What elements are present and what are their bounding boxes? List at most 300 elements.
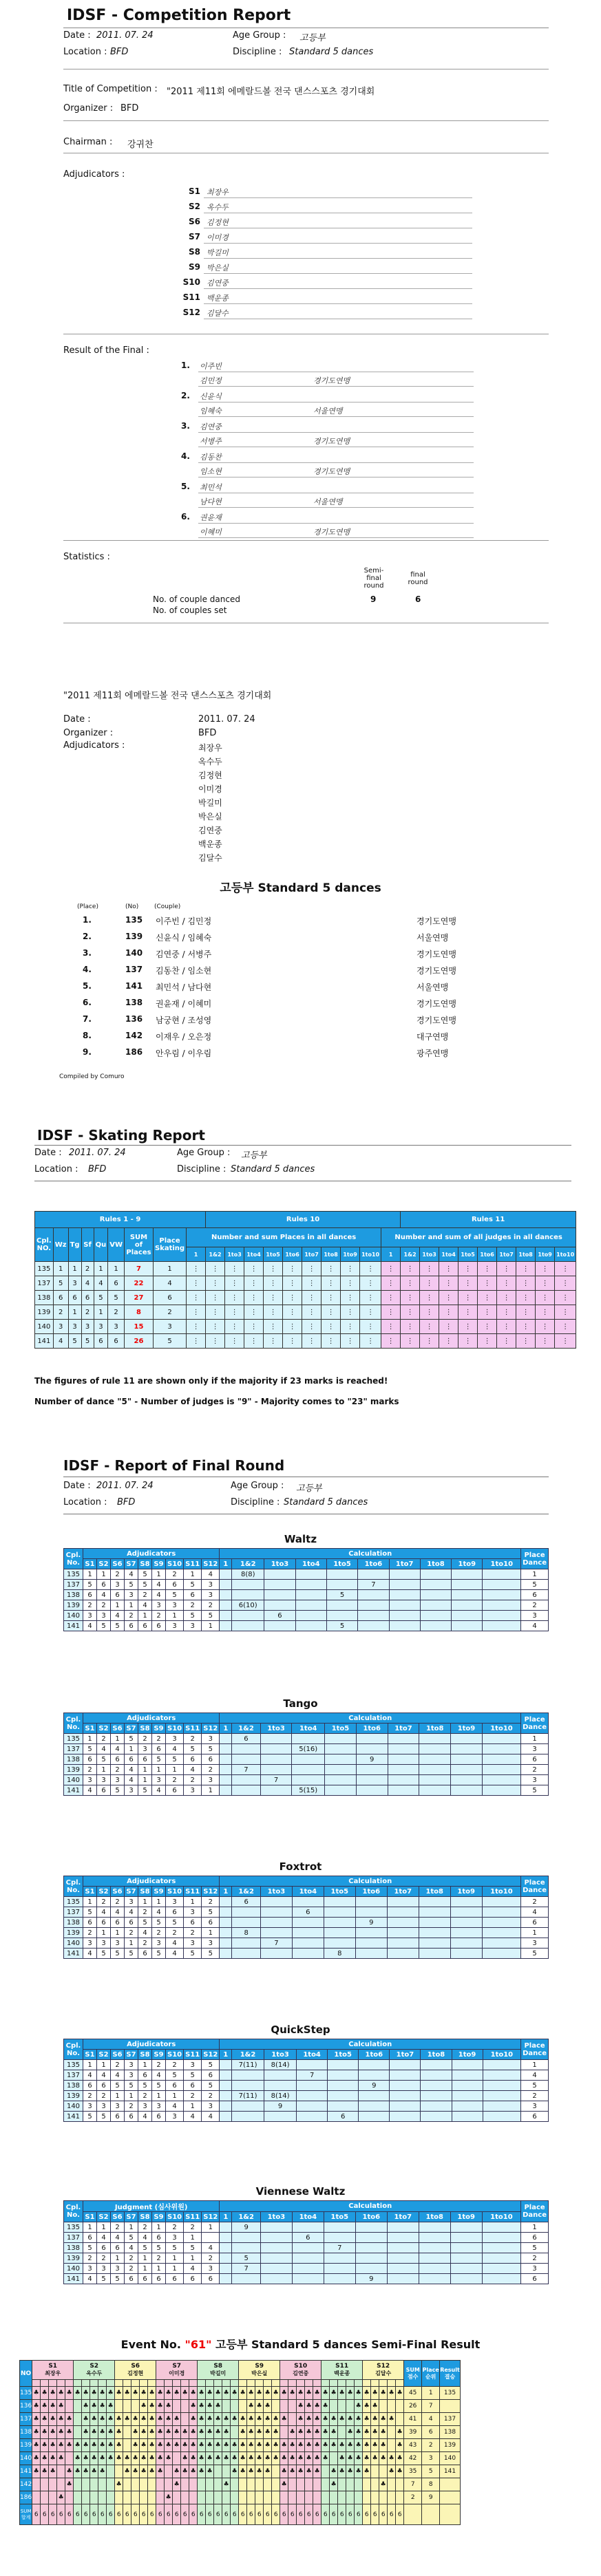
placing-number: 135	[125, 915, 143, 925]
place-dance: 5	[521, 2081, 549, 2091]
skating-sum: 27	[124, 1291, 153, 1305]
summary-adjudicator-name: 최장우	[198, 743, 222, 753]
calc-cell: 6	[292, 1907, 324, 1918]
sf-col-sum: 6	[396, 2504, 404, 2525]
judge-mark: 3	[97, 1611, 111, 1621]
sf-mark: ♣	[148, 2400, 156, 2413]
sf-sum-head: SUM 점수	[404, 2361, 422, 2387]
sf-col-sum: 6	[214, 2504, 222, 2525]
placing-couple: 이주빈 / 김민정	[156, 916, 212, 926]
sf-mark: ♣	[156, 2465, 165, 2478]
calc-cell	[390, 2060, 421, 2070]
calc-cell	[295, 1580, 326, 1590]
sf-mark	[297, 2491, 305, 2504]
skating-dance-place: 1	[53, 1262, 68, 1276]
semifinal-table	[19, 2360, 461, 2525]
sf-mark: ♣	[239, 2452, 247, 2465]
skating-dance-place: 5	[94, 1291, 108, 1305]
calc-cell: 9	[355, 2274, 387, 2284]
sf-mark: ♣	[222, 2478, 231, 2491]
calc-cell	[232, 1621, 264, 1631]
dance-table	[63, 1876, 549, 1959]
judge-mark: 4	[166, 1744, 184, 1754]
calc-cell	[356, 1734, 388, 1744]
couple-no: 139	[64, 2253, 83, 2264]
rule11-cell: ⋮	[478, 1334, 497, 1349]
rule11-cell: ⋮	[420, 1305, 439, 1320]
sf-mark: ♣	[115, 2426, 123, 2439]
judge-mark: 3	[184, 1785, 202, 1796]
sf-mark: ♣	[41, 2413, 49, 2426]
sf-no-head: NO	[20, 2361, 32, 2387]
cpl-head: Cpl. No.	[64, 2039, 83, 2060]
cpl-head: Cpl. No.	[64, 1549, 83, 1569]
calc-cell	[420, 1580, 451, 1590]
result-line	[198, 537, 474, 538]
couple-no: 141	[64, 1949, 83, 1959]
sf-dance-subhead	[90, 2380, 98, 2387]
location-value: BFD	[110, 47, 129, 57]
judge-mark: 2	[202, 1600, 220, 1611]
couple-no: 139	[64, 1928, 83, 1938]
skating-couple-no: 140	[35, 1320, 54, 1334]
judge-mark: 6	[202, 2070, 220, 2081]
calc-cell	[324, 1938, 355, 1949]
sf-mark: ♣	[297, 2387, 305, 2400]
calc-cell	[482, 1897, 520, 1907]
dance-row	[64, 2274, 549, 2284]
sf-judge-name: 최장우	[45, 2370, 61, 2376]
calc-cell: 6	[292, 2233, 324, 2243]
rule10-cell: ⋮	[341, 1320, 360, 1334]
placing-club: 경기도연맹	[417, 1016, 456, 1025]
rule10-cell: ⋮	[206, 1334, 225, 1349]
judge-mark: 4	[152, 1590, 166, 1600]
couple-no: 141	[64, 2274, 83, 2284]
sf-mark: ♣	[98, 2426, 107, 2439]
sf-mark	[239, 2478, 247, 2491]
place-dance: 3	[521, 2101, 549, 2112]
calc-col-head: 1to6	[359, 2050, 390, 2060]
calc-cell	[483, 1569, 521, 1580]
judge-mark: 6	[202, 1754, 220, 1765]
placing-position: 6.	[83, 998, 92, 1007]
sf-col-sum: 6	[165, 2504, 173, 2525]
rule11-cell: ⋮	[458, 1276, 478, 1291]
date-value: 2011. 07. 24	[96, 30, 154, 41]
calc-cell	[387, 1897, 419, 1907]
sf-mark: ♣	[206, 2452, 214, 2465]
calc-cell	[419, 1775, 451, 1785]
couple-no: 141	[64, 2112, 83, 2122]
calc-cell	[260, 1949, 292, 1959]
judge-mark: 6	[83, 1918, 97, 1928]
discipline-label: Discipline :	[233, 47, 282, 57]
sf-mark	[198, 2478, 206, 2491]
sf-mark	[41, 2491, 49, 2504]
judge-mark: 3	[202, 1734, 220, 1744]
judge-mark: 3	[83, 2264, 97, 2274]
sf-mark: ♣	[173, 2465, 181, 2478]
sf-sum-row-label: SUM 합계	[20, 2504, 32, 2525]
sf-mark: ♣	[206, 2465, 214, 2478]
rule11-cell: ⋮	[516, 1334, 536, 1349]
sf-mark	[41, 2478, 49, 2491]
calc-cell	[483, 1580, 521, 1590]
skating-dance-place: 5	[81, 1334, 94, 1349]
judge-mark: 5	[152, 2081, 166, 2091]
dance-row	[64, 2264, 549, 2274]
calc-col-head: 1to6	[283, 1247, 302, 1262]
judge-head: S8	[138, 2050, 152, 2060]
calc-col-head: 1to10	[360, 1247, 381, 1262]
sf-mark	[123, 2426, 131, 2439]
calc-cell	[324, 2264, 355, 2274]
sf-mark	[255, 2478, 264, 2491]
sf-mark: ♣	[107, 2452, 115, 2465]
result-partner: 임소현	[200, 467, 222, 476]
calc-cell	[292, 1928, 324, 1938]
place-dance: 2	[521, 2253, 549, 2264]
judge-mark: 2	[83, 2091, 97, 2101]
dance-row	[64, 2253, 549, 2264]
sf-mark	[280, 2400, 288, 2413]
sf-mark: ♣	[363, 2400, 371, 2413]
judge-mark: 2	[97, 2091, 111, 2101]
calc-cell	[419, 2222, 450, 2233]
sf-mark: ♣	[198, 2387, 206, 2400]
judge-mark: 4	[125, 1775, 138, 1785]
sf-result	[440, 2478, 461, 2491]
sf-row	[20, 2478, 461, 2491]
calc-cell	[482, 1949, 520, 1959]
calc-cell	[359, 2060, 390, 2070]
sf-mark	[123, 2478, 131, 2491]
location-label: Location :	[63, 47, 107, 57]
sf-dance-subhead	[49, 2380, 57, 2387]
sk-age-label: Age Group :	[177, 1148, 231, 1158]
sf-place: 5	[422, 2465, 440, 2478]
judge-mark: 1	[97, 2222, 111, 2233]
sf-mark: ♣	[49, 2465, 57, 2478]
calc-cell	[388, 1785, 419, 1796]
summary-adjudicator-name: 김달수	[198, 853, 222, 863]
judge-mark: 2	[202, 1897, 220, 1907]
sf-mark: ♣	[57, 2491, 65, 2504]
calc-cell: 7(11)	[232, 2091, 264, 2101]
judge-mark: 5	[83, 1580, 97, 1590]
sf-mark: ♣	[288, 2465, 297, 2478]
sf-mark	[148, 2478, 156, 2491]
judge-mark: 1	[83, 2222, 97, 2233]
rule11-cell: ⋮	[381, 1320, 401, 1334]
sf-mark	[131, 2400, 140, 2413]
sf-mark	[388, 2491, 396, 2504]
result-line	[198, 507, 474, 508]
judge-mark: 5	[97, 1754, 111, 1765]
judge-mark: 1	[166, 1611, 184, 1621]
judge-head: S2	[97, 2050, 111, 2060]
rule11-cell: ⋮	[381, 1262, 401, 1276]
dance-row	[64, 1775, 549, 1785]
sf-mark: ♣	[131, 2452, 140, 2465]
sf-mark: ♣	[98, 2413, 107, 2426]
sf-mark: ♣	[107, 2426, 115, 2439]
result-partner: 김민정	[200, 376, 222, 385]
result-club: 경기도연맹	[313, 376, 350, 385]
sf-mark: ♣	[313, 2387, 321, 2400]
placing-position: 8.	[83, 1031, 92, 1040]
calculation-head: Calculation	[220, 2201, 521, 2212]
judge-mark: 1	[184, 2101, 202, 2112]
calc-col-head: 1to7	[390, 2050, 421, 2060]
sf-mark	[388, 2478, 396, 2491]
judge-mark: 2	[152, 2253, 166, 2264]
rule10-cell: ⋮	[187, 1334, 206, 1349]
place-dance: 4	[521, 2070, 549, 2081]
calc-cell	[325, 1734, 357, 1744]
calc-cell	[483, 1600, 521, 1611]
sf-mark	[222, 2465, 231, 2478]
calc-col-head: 1&2	[232, 1724, 260, 1734]
judge-mark: 1	[111, 1734, 125, 1744]
couple-no: 138	[64, 1918, 83, 1928]
calc-cell	[328, 2081, 359, 2091]
sf-dance-subhead	[189, 2380, 198, 2387]
sk-disc: Standard 5 dances	[231, 1164, 315, 1174]
sf-mark: ♣	[140, 2387, 148, 2400]
calc-col-head: 1to7	[389, 1559, 420, 1569]
rule10-cell: ⋮	[225, 1291, 244, 1305]
summary-adjudicator-name: 박은실	[198, 812, 222, 822]
judge-mark: 3	[83, 1775, 97, 1785]
judge-mark: 5	[83, 2243, 97, 2253]
sf-event-no: "61"	[184, 2338, 212, 2351]
skating-dance-place: 1	[94, 1262, 108, 1276]
skating-dance-place: 3	[68, 1276, 81, 1291]
sf-mark	[231, 2400, 239, 2413]
skating-row	[35, 1320, 576, 1334]
calc-cell	[483, 2101, 520, 2112]
judge-mark: 5	[111, 1949, 125, 1959]
sf-mark: ♣	[313, 2439, 321, 2452]
rule11-cell: ⋮	[516, 1305, 536, 1320]
sf-mark: ♣	[264, 2439, 272, 2452]
sf-col-sum: 6	[272, 2504, 280, 2525]
competition-report-title: IDSF - Competition Report	[67, 7, 291, 24]
sf-mark: ♣	[123, 2413, 131, 2426]
calc-col-head: 1to9	[451, 1724, 483, 1734]
sf-mark	[388, 2439, 396, 2452]
result-leader: 이주빈	[200, 362, 222, 371]
judge-mark: 3	[125, 2060, 138, 2070]
placing-club: 경기도연맹	[417, 999, 456, 1009]
sf-mark: ♣	[214, 2452, 222, 2465]
judge-mark: 3	[83, 1611, 97, 1621]
skating-table-wrap	[34, 1211, 576, 1349]
calc-cell	[483, 1621, 521, 1631]
judge-mark: 4	[97, 1590, 111, 1600]
calc-cell	[260, 1928, 292, 1938]
summary-adj-label: Adjudicators :	[63, 740, 125, 751]
sf-col-sum: 6	[173, 2504, 181, 2525]
sf-mark	[115, 2465, 123, 2478]
judge-head: S12	[202, 1559, 220, 1569]
calc-cell: 9	[232, 2222, 261, 2233]
sf-col-sum: 6	[388, 2504, 396, 2525]
judge-mark: 6	[83, 1754, 97, 1765]
calc-cell	[420, 1569, 451, 1580]
judge-mark: 5	[83, 2112, 97, 2122]
calc-cell	[232, 1918, 261, 1928]
judge-mark: 1	[166, 2091, 184, 2101]
calc-cell: 7	[232, 2264, 261, 2274]
calc-cell	[482, 1785, 520, 1796]
judge-mark: 2	[97, 1600, 111, 1611]
judge-mark: 2	[125, 1611, 138, 1621]
col-place: (Place)	[77, 903, 98, 910]
judge-mark: 3	[138, 2101, 152, 2112]
judge-mark: 1	[111, 1600, 125, 1611]
couple-no: 137	[64, 1580, 83, 1590]
calc-cell	[297, 2060, 328, 2070]
sf-col-sum: 6	[98, 2504, 107, 2525]
fr-disc-label: Discipline :	[231, 1497, 280, 1507]
judge-mark: 5	[138, 2243, 152, 2253]
judge-mark: 1	[152, 1897, 166, 1907]
calc-cell	[292, 1754, 325, 1765]
dance-table-wrap	[63, 1548, 549, 1631]
sf-col-sum: 6	[255, 2504, 264, 2525]
judge-mark: 1	[125, 1600, 138, 1611]
sf-judge-code: S10	[294, 2363, 308, 2370]
calc-cell	[482, 2253, 520, 2264]
calc-cell	[451, 1785, 483, 1796]
dance-row	[64, 1928, 549, 1938]
calc-cell	[264, 1590, 295, 1600]
sf-mark: ♣	[98, 2465, 107, 2478]
judge-mark: 4	[166, 1938, 184, 1949]
sf-mark: ♣	[107, 2413, 115, 2426]
sf-col-sum: 6	[321, 2504, 330, 2525]
dance-row	[64, 1744, 549, 1754]
sf-col-sum: 6	[338, 2504, 346, 2525]
sf-mark: ♣	[41, 2400, 49, 2413]
calc-cell	[297, 2101, 328, 2112]
sf-mark	[231, 2426, 239, 2439]
sf-mark: ♣	[65, 2387, 74, 2400]
skating-place: 1	[153, 1262, 186, 1276]
calc-cell	[325, 1744, 357, 1754]
sf-dance-subhead	[82, 2380, 90, 2387]
sf-dance-subhead	[247, 2380, 255, 2387]
judge-mark: 2	[202, 2253, 220, 2264]
sf-mark: ♣	[107, 2400, 115, 2413]
sf-judge-name: 김정현	[127, 2370, 144, 2376]
sf-mark: ♣	[371, 2439, 379, 2452]
judge-mark: 1	[166, 1765, 184, 1775]
calc-cell: 9	[355, 1918, 387, 1928]
judge-mark: 2	[97, 1734, 111, 1744]
calc-cell: 7(11)	[232, 2060, 264, 2070]
skating-table	[34, 1211, 576, 1349]
calc-cell	[482, 1928, 520, 1938]
sf-mark	[231, 2478, 239, 2491]
sf-mark: ♣	[90, 2413, 98, 2426]
rules-11-head: Rules 11	[401, 1212, 576, 1228]
sf-mark	[198, 2491, 206, 2504]
sf-mark: ♣	[297, 2465, 305, 2478]
judge-mark: 6	[83, 2081, 97, 2091]
judge-head: S2	[97, 1559, 111, 1569]
dance-title: Waltz	[284, 1533, 317, 1545]
judge-mark: 3	[83, 1938, 97, 1949]
sf-mark: ♣	[181, 2387, 189, 2400]
result-club: 경기도연맹	[313, 467, 350, 476]
sf-dance-subhead	[396, 2380, 404, 2387]
judge-mark: 6	[111, 1590, 125, 1600]
sf-mark	[82, 2478, 90, 2491]
adjudicator-name: 김정현	[207, 218, 229, 227]
sf-mark	[189, 2491, 198, 2504]
sf-col-sum: 6	[363, 2504, 371, 2525]
sf-mark: ♣	[57, 2400, 65, 2413]
sf-mark	[371, 2491, 379, 2504]
sf-mark: ♣	[338, 2452, 346, 2465]
sf-mark: ♣	[82, 2413, 90, 2426]
rule10-cell: ⋮	[264, 1276, 283, 1291]
judge-head: S8	[138, 1724, 152, 1734]
dance-row	[64, 1569, 549, 1580]
sf-mark: ♣	[313, 2452, 321, 2465]
judge-mark: 4	[184, 2112, 202, 2122]
judge-mark: 2	[111, 1765, 125, 1775]
skating-dance-place: 6	[81, 1291, 94, 1305]
sf-mark	[231, 2491, 239, 2504]
sf-mark: ♣	[214, 2387, 222, 2400]
skating-dance-place: 4	[94, 1276, 108, 1291]
sf-mark: ♣	[379, 2439, 388, 2452]
sf-mark: ♣	[363, 2387, 371, 2400]
judge-mark: 5	[83, 1907, 97, 1918]
judge-mark: 1	[111, 2253, 125, 2264]
calc-col-head: 1to5	[328, 2050, 359, 2060]
judge-head: S12	[202, 2212, 220, 2222]
place-dance: 6	[521, 2274, 549, 2284]
calc-col-head: 1to9	[452, 1559, 483, 1569]
sk-date: 2011. 07. 24	[69, 1148, 126, 1158]
calc-cell	[451, 1744, 483, 1754]
sf-sum-blank	[440, 2504, 461, 2525]
place-dance: 6	[521, 1754, 549, 1765]
calc-cell: 9	[359, 2081, 390, 2091]
sf-mark: ♣	[49, 2439, 57, 2452]
judge-mark: 2	[138, 1907, 152, 1918]
calc-cell	[232, 2070, 264, 2081]
adjudicator-name: 박은실	[207, 264, 229, 272]
judge-mark: 2	[152, 1928, 166, 1938]
sf-dance-subhead	[239, 2380, 247, 2387]
judge-mark	[202, 2233, 220, 2243]
sf-col-sum: 6	[222, 2504, 231, 2525]
sf-mark	[396, 2400, 404, 2413]
rule11-cell: ⋮	[439, 1262, 458, 1276]
sf-mark: ♣	[272, 2426, 280, 2439]
sf-mark: ♣	[198, 2400, 206, 2413]
calc-col-head: 1	[187, 1247, 206, 1262]
sf-mark: ♣	[272, 2452, 280, 2465]
calc-cell	[295, 1621, 326, 1631]
